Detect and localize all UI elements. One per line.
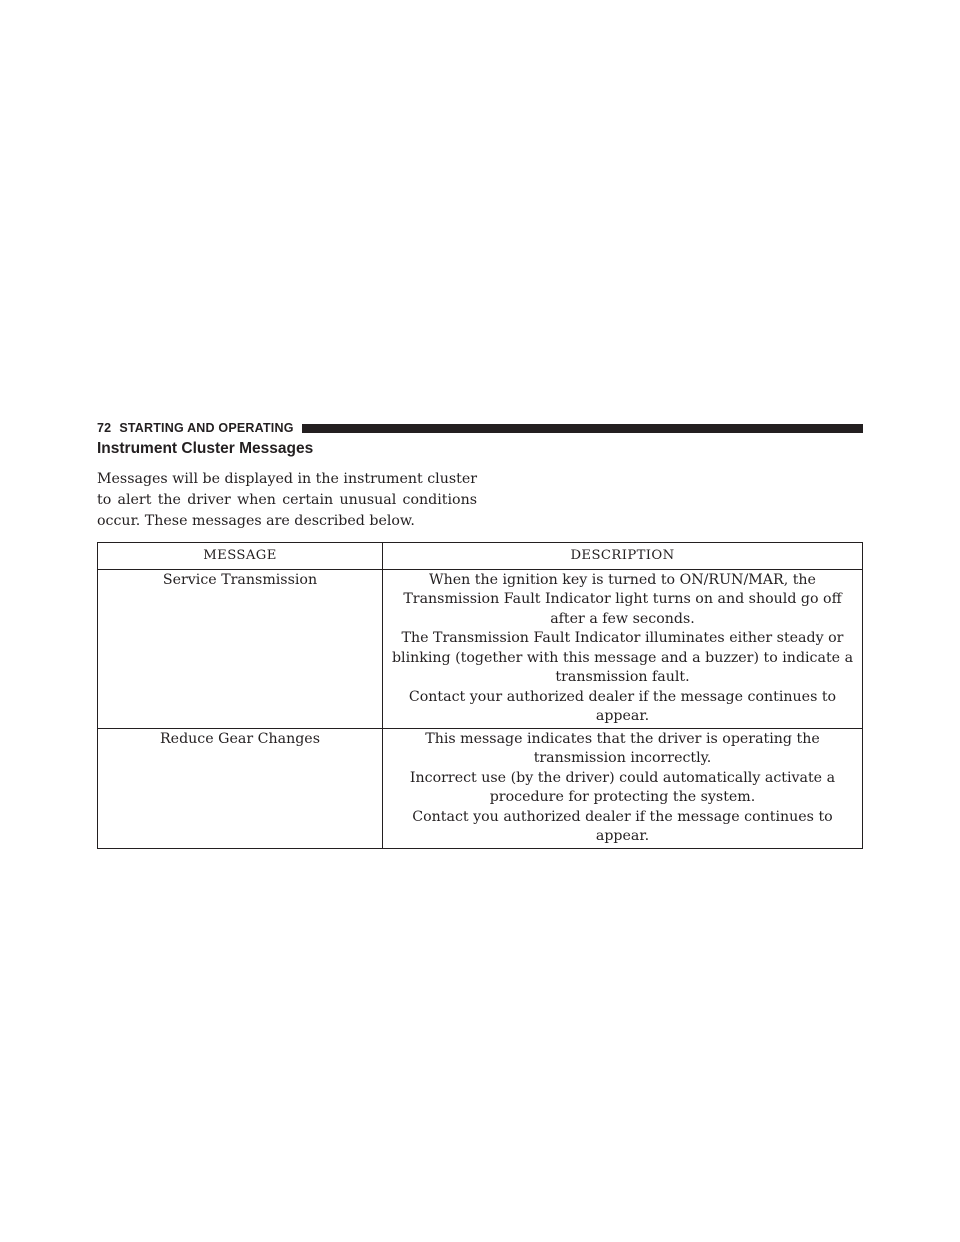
page-header (97, 418, 863, 438)
description-line: Incorrect use (by the driver) could automatically activate a procedure for protecting the system. (409, 769, 836, 805)
header-rule (302, 424, 863, 433)
description-line: This message indicates that the driver is operating the transmission incorrectly. (425, 730, 820, 766)
table-row (98, 728, 863, 848)
description-line: When the ignition key is turned to ON/RUN/MAR, the Transmission Fault Indicator light turns on and should go off after a few seconds. (403, 571, 842, 627)
section-label: STARTING AND OPERATING (119, 421, 294, 435)
messages-table (97, 542, 863, 849)
message-cell: Service Transmission (98, 569, 383, 728)
message-cell: Reduce Gear Changes (98, 728, 383, 848)
description-line: Contact your authorized dealer if the message continues to appear. (408, 688, 837, 724)
table-row (98, 569, 863, 728)
description-cell (383, 728, 863, 848)
description-cell (383, 569, 863, 728)
page-number: 72 (97, 421, 112, 435)
section-title: Instrument Cluster Messages (97, 440, 314, 457)
description-line: The Transmission Fault Indicator illuminates either steady or blinking (together with this message and a buzzer) to indicate a transmission fault. (391, 630, 854, 685)
column-header-description: DESCRIPTION (383, 543, 863, 570)
column-header-message: MESSAGE (98, 543, 383, 570)
intro-paragraph: Messages will be displayed in the instrument cluster to alert the driver when certain unusual conditions occur. These messages are described below. (97, 471, 477, 529)
description-line: Contact you authorized dealer if the message continues to appear. (412, 808, 833, 844)
table-header-row (98, 543, 863, 570)
